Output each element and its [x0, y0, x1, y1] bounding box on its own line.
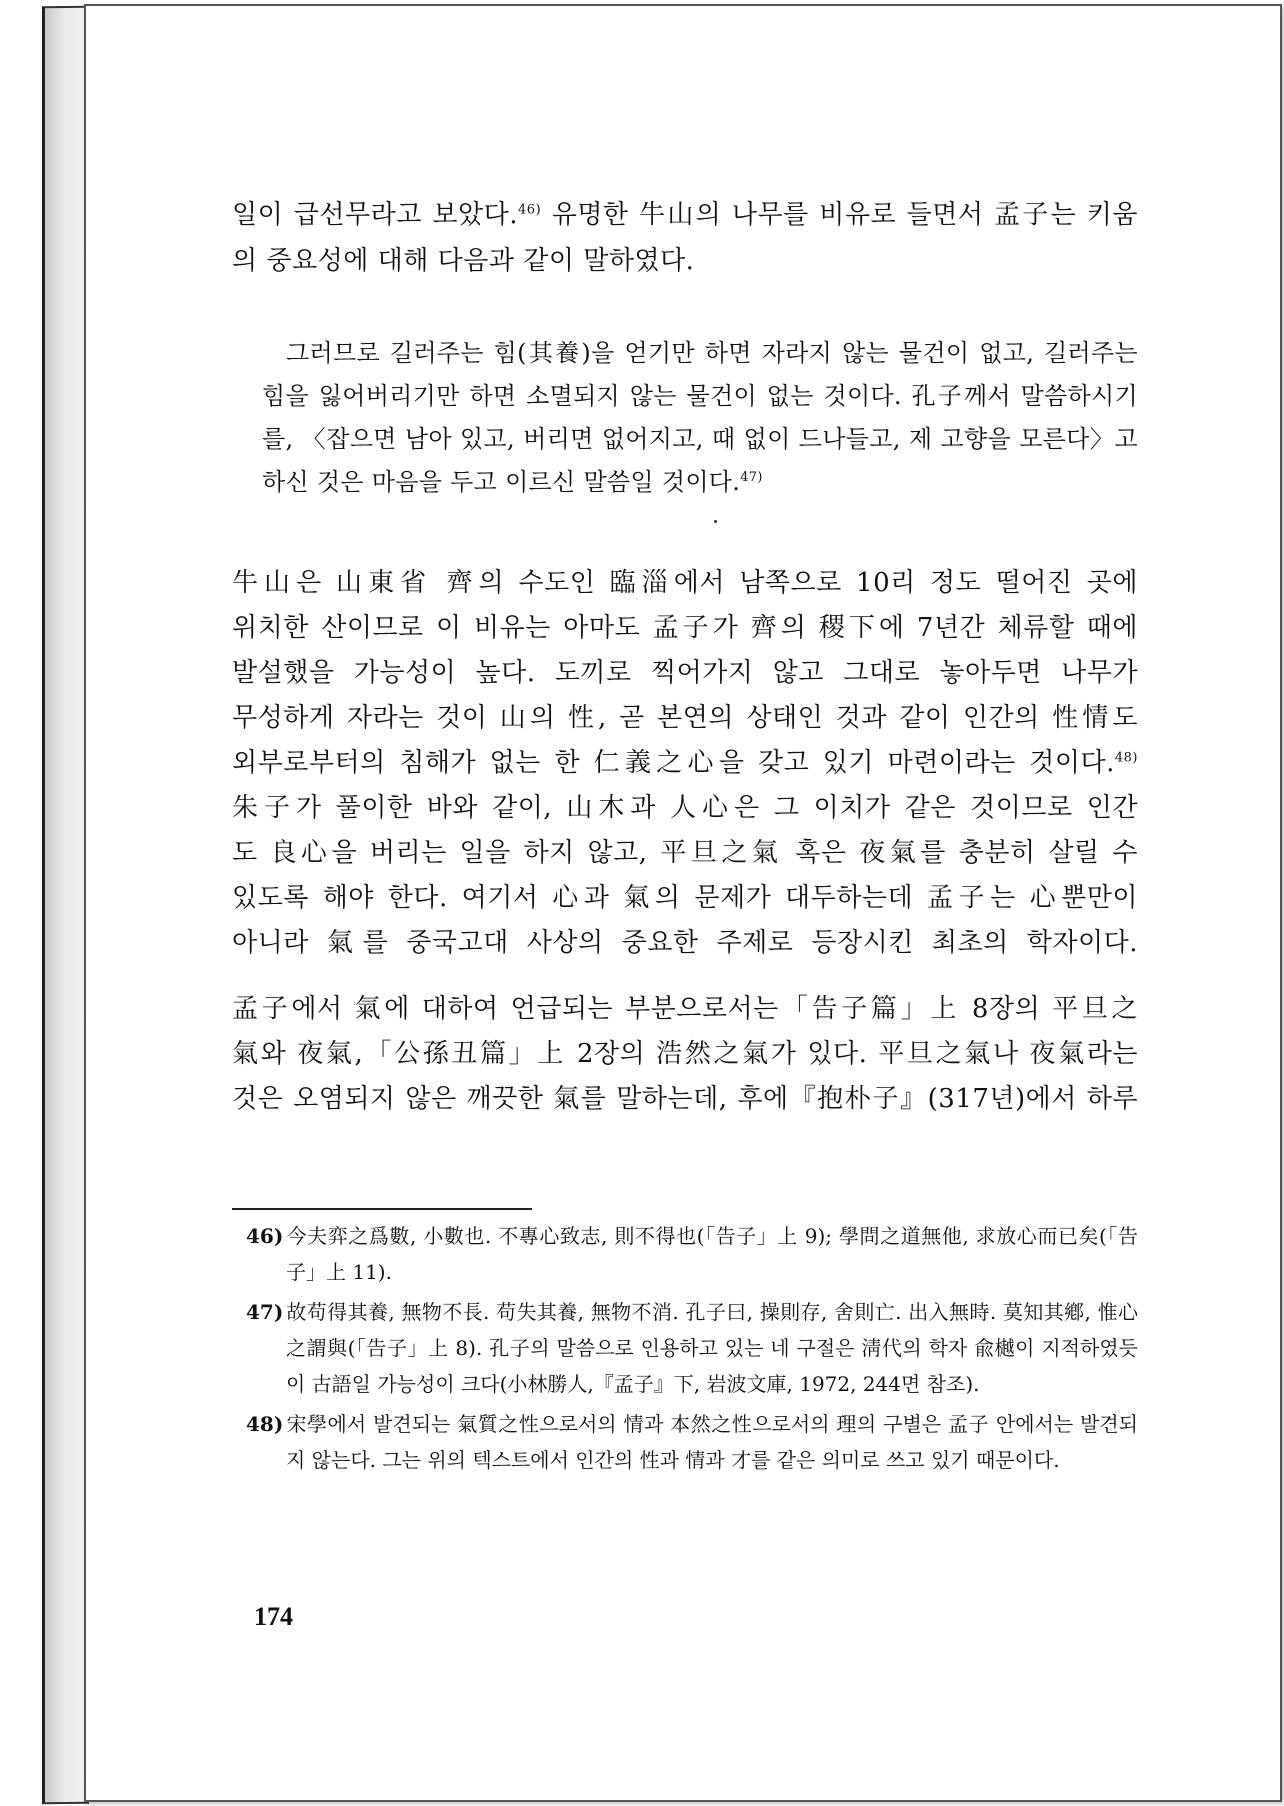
text-line: 위치한 산이므로 이 비유는 아마도 孟子가 齊의 稷下에 7년간 체류할 때에	[232, 613, 1138, 643]
text-line: 무성하게 자라는 것이 山의 性, 곧 본연의 상태인 것과 같이 인간의 性情도	[232, 703, 1138, 733]
footnotes	[246, 1218, 1138, 1482]
footnote-ref-48[interactable]: 48)	[1114, 750, 1138, 766]
text-line: 것은 오염되지 않은 깨끗한 氣를 말하는데, 후에『抱朴子』(317년)에서 하루	[232, 1084, 1138, 1114]
text-line: 있도록 해야 한다. 여기서 心과 氣의 문제가 대두하는데 孟子는 心뿐만이	[232, 883, 1138, 913]
paragraph-qi	[232, 986, 1138, 1121]
text-line: 孟子에서 氣에 대하여 언급되는 부분으로서는「告子篇」上 8장의 平旦之	[232, 994, 1138, 1024]
speck	[714, 520, 717, 523]
text-line: 외부로부터의 침해가 없는 한 仁義之心을 갖고 있기 마련이라는 것이다.$^{48)}$	[232, 748, 1138, 778]
footnote-ref-47[interactable]: 47)	[740, 470, 763, 485]
text-line: 발설했을 가능성이 높다. 도끼로 찍어가지 않고 그대로 놓아두면 나무가	[232, 658, 1138, 688]
block-quote: 그러므로 길러주는 힘(其養)을 얻기만 하면 자라지 않는 물건이 없고, 길러주는 힘을 잃어버리기만 하면 소멸되지 않는 물건이 없는 것이다. 孔子께서 말씀하시기를, 〈잡으면 남아 있고, 버리면 없어지고, 때 없이 드나들고, 제 고향을 모른다〉고 하신 것은 마음을 두고 이르신 말씀일 것이다.$^{47)}$	[262, 339, 1138, 496]
footnote-divider	[232, 1208, 532, 1210]
text-line: 氣와 夜氣,「公孫丑篇」上 2장의 浩然之氣가 있다. 平旦之氣나 夜氣라는	[232, 1039, 1138, 1069]
text-line: 도 良心을 버리는 일을 하지 않고, 平旦之氣 혹은 夜氣를 충분히 살릴 수	[232, 838, 1138, 868]
footnote-47: 47) 故苟得其養, 無物不長. 苟失其養, 無物不消. 孔子曰, 操則存, 舍則亡. 出入無時. 莫知其鄕, 惟心之謂與(「告子」上 8). 孔子의 말씀으로 인용하고 있는 네 구절은 淸代의 학자 兪樾이 지적하였듯이 古語일 가능성이 크다(小林勝人,『孟子』下, 岩波文庫, 1972, 244면 참조).	[246, 1300, 1138, 1396]
footnote-46: 46) 今夫弈之爲數, 小數也. 不專心致志, 則不得也(「告子」上 9); 學問之道無他, 求放心而已矣(「告子」上 11).	[246, 1224, 1138, 1284]
footnote-ref-46[interactable]: 46)	[518, 202, 542, 218]
paragraph-intro: 일이 급선무라고 보았다.$^{46)}$ 유명한 牛山의 나무를 비유로 들면서 孟子는 키움의 중요성에 대해 다음과 같이 말하였다.	[232, 200, 1138, 276]
text-line: 牛山은 山東省 齊의 수도인 臨淄에서 남쪽으로 10리 정도 떨어진 곳에	[232, 568, 1138, 598]
paragraph-niushan	[232, 560, 1138, 965]
text-line: 朱子가 풀이한 바와 같이, 山木과 人心은 그 이치가 같은 것이므로 인간	[232, 793, 1138, 823]
page-number: 174	[254, 1602, 293, 1631]
text-line: 아니라 氣를 중국고대 사상의 중요한 주제로 등장시킨 최초의 학자이다.	[232, 928, 1138, 958]
book-spine	[42, 6, 89, 1804]
footnote-48: 48) 宋學에서 발견되는 氣質之性으로서의 情과 本然之性으로서의 理의 구별은 孟子 안에서는 발견되지 않는다. 그는 위의 텍스트에서 인간의 性과 情과 才를 같은 의미로 쓰고 있기 때문이다.	[246, 1412, 1138, 1472]
